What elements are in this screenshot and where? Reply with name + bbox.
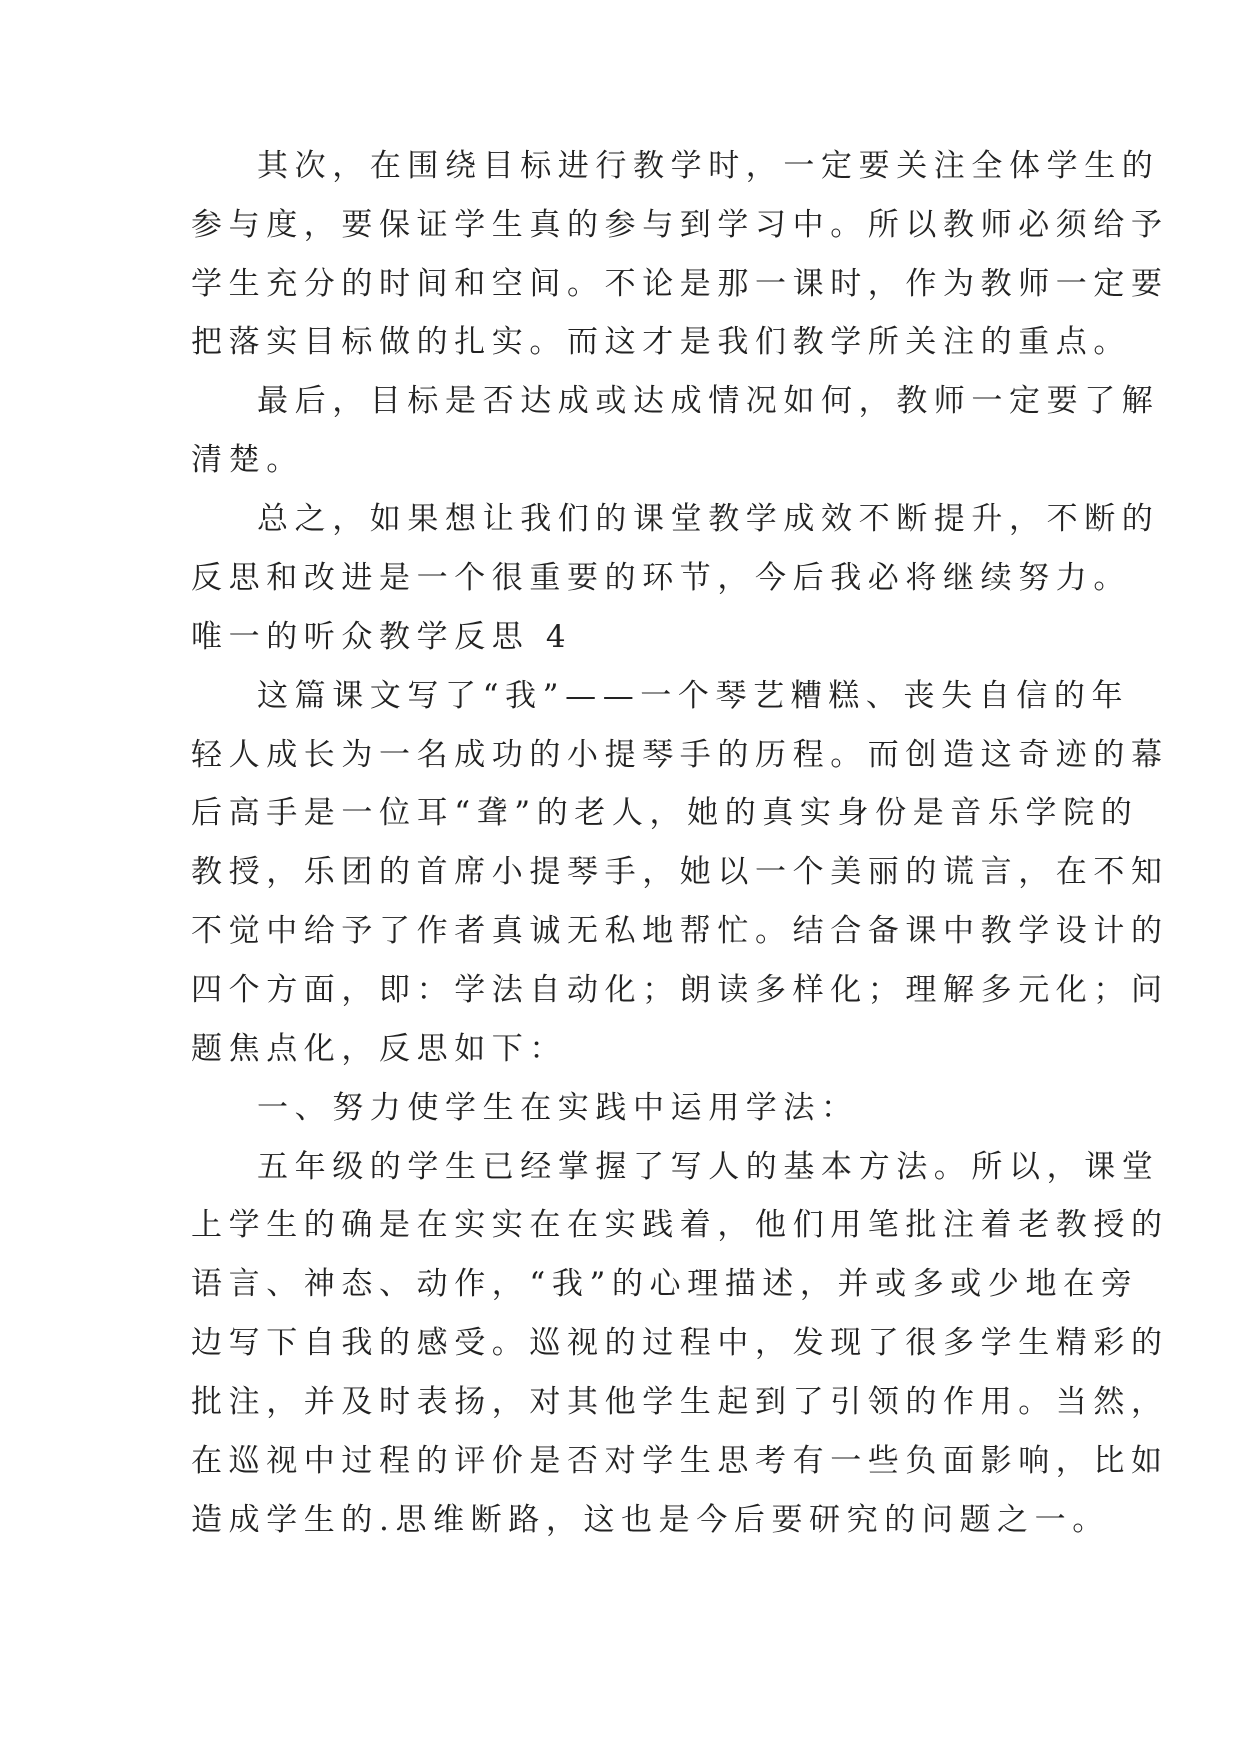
paragraph-line: 造成学生的.思维断路，这也是今后要研究的问题之一。 (191, 1502, 1110, 1538)
paragraph-line: 清楚。 (191, 442, 304, 478)
paragraph-line: 学生充分的时间和空间。不论是那一课时，作为教师一定要 (191, 266, 1169, 302)
paragraph-line: 语言、神态、动作，“我”的心理描述，并或多或少地在旁 (191, 1266, 1139, 1302)
subheading-line: 一、努力使学生在实践中运用学法： (257, 1090, 859, 1126)
paragraph-line: 把落实目标做的扎实。而这才是我们教学所关注的重点。 (191, 324, 1131, 360)
paragraph-line: 四个方面，即：学法自动化；朗读多样化；理解多元化；问 (191, 972, 1169, 1008)
paragraph-line: 不觉中给予了作者真诚无私地帮忙。结合备课中教学设计的 (191, 913, 1169, 949)
paragraph-line: 这篇课文写了“我”——一个琴艺糟糕、丧失自信的年 (257, 678, 1130, 714)
paragraph-line: 轻人成长为一名成功的小提琴手的历程。而创造这奇迹的幕 (191, 737, 1169, 773)
paragraph-line: 总之，如果想让我们的课堂教学成效不断提升，不断的 (257, 501, 1160, 537)
paragraph-line: 五年级的学生已经掌握了写人的基本方法。所以，课堂 (257, 1149, 1160, 1185)
paragraph-line: 在巡视中过程的评价是否对学生思考有一些负面影响，比如 (191, 1443, 1169, 1479)
paragraph-line: 后高手是一位耳“聋”的老人，她的真实身份是音乐学院的 (191, 795, 1139, 831)
paragraph-line: 最后，目标是否达成或达成情况如何，教师一定要了解 (257, 383, 1160, 419)
section-heading: 唯一的听众教学反思 4 (191, 619, 573, 655)
paragraph-line: 参与度，要保证学生真的参与到学习中。所以教师必须给予 (191, 207, 1169, 243)
paragraph-line: 批注，并及时表扬，对其他学生起到了引领的作用。当然， (191, 1384, 1169, 1420)
paragraph-line: 题焦点化，反思如下： (191, 1031, 567, 1067)
paragraph-line: 边写下自我的感受。巡视的过程中，发现了很多学生精彩的 (191, 1325, 1169, 1361)
paragraph-line: 上学生的确是在实实在在实践着，他们用笔批注着老教授的 (191, 1207, 1169, 1243)
paragraph-line: 其次，在围绕目标进行教学时，一定要关注全体学生的 (257, 148, 1160, 184)
paragraph-line: 教授，乐团的首席小提琴手，她以一个美丽的谎言，在不知 (191, 854, 1169, 890)
paragraph-line: 反思和改进是一个很重要的环节，今后我必将继续努力。 (191, 560, 1131, 596)
